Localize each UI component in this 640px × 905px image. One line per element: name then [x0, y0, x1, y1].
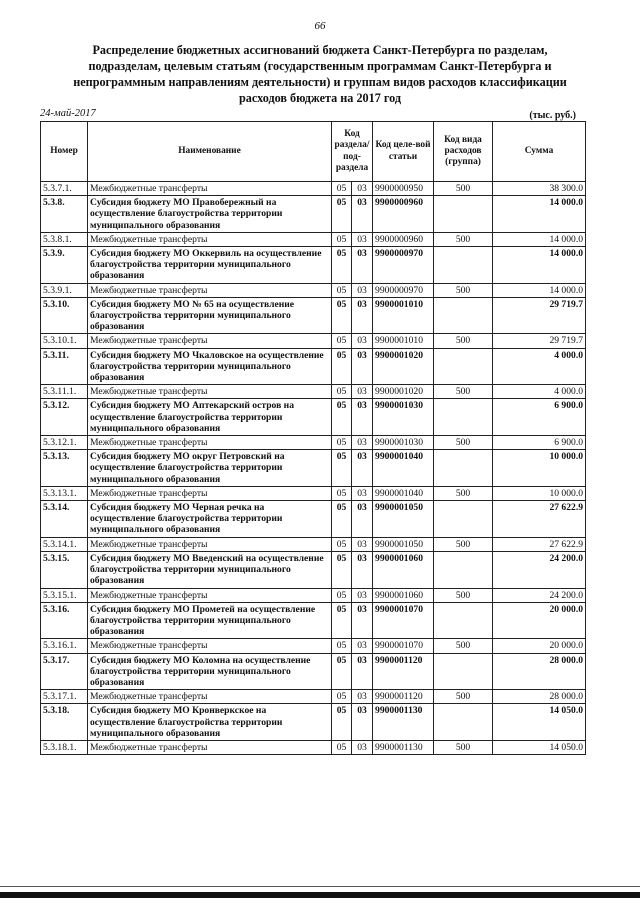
cell-sum: 29 719.7 — [493, 297, 586, 334]
cell-number: 5.3.13.1. — [41, 486, 88, 500]
title-line: Распределение бюджетных ассигнований бюджета Санкт-Петербурга по разделам, — [92, 43, 548, 57]
cell-sum: 14 050.0 — [493, 740, 586, 754]
table-row — [41, 551, 586, 588]
cell-article: 9900001120 — [373, 690, 434, 704]
cell-name: Субсидия бюджету МО Прометей на осуществление благоустройства территории муниципального образования — [88, 602, 332, 639]
page-number: 66 — [314, 20, 326, 32]
cell-name: Субсидия бюджету МО № 65 на осуществление благоустройства территории муниципального образования — [88, 297, 332, 334]
cell-name: Межбюджетные трансферты — [88, 690, 332, 704]
footer-bar — [0, 892, 640, 898]
cell-section: 05 — [332, 348, 352, 385]
cell-group: 500 — [434, 690, 493, 704]
table-row — [41, 232, 586, 246]
cell-number: 5.3.12. — [41, 399, 88, 436]
cell-article: 9900001040 — [373, 486, 434, 500]
table-row — [41, 385, 586, 399]
cell-number: 5.3.18.1. — [41, 740, 88, 754]
table-row — [41, 486, 586, 500]
cell-subsection: 03 — [352, 551, 373, 588]
table-row — [41, 247, 586, 284]
cell-group — [434, 551, 493, 588]
cell-name: Субсидия бюджету МО Аптекарский остров на осуществление благоустройства территории муниципального образования — [88, 399, 332, 436]
cell-group: 500 — [434, 740, 493, 754]
cell-sum: 14 000.0 — [493, 283, 586, 297]
cell-group — [434, 247, 493, 284]
cell-number: 5.3.12.1. — [41, 436, 88, 450]
table-row — [41, 501, 586, 538]
cell-number: 5.3.18. — [41, 704, 88, 741]
cell-article: 9900001030 — [373, 399, 434, 436]
cell-number: 5.3.11. — [41, 348, 88, 385]
cell-name: Межбюджетные трансферты — [88, 182, 332, 196]
table-row — [41, 348, 586, 385]
cell-article: 9900000970 — [373, 283, 434, 297]
cell-group: 500 — [434, 334, 493, 348]
cell-group: 500 — [434, 182, 493, 196]
table-row — [41, 182, 586, 196]
table-row — [41, 436, 586, 450]
cell-name: Субсидия бюджету МО Черная речка на осуществление благоустройства территории муниципального образования — [88, 501, 332, 538]
table-row — [41, 588, 586, 602]
cell-group: 500 — [434, 486, 493, 500]
cell-article: 9900001020 — [373, 385, 434, 399]
table-row — [41, 740, 586, 754]
cell-group — [434, 348, 493, 385]
cell-sum: 27 622.9 — [493, 537, 586, 551]
title-line: непрограммным направлениям деятельности) и группам видов расходов классификации — [73, 75, 567, 89]
footer-rule — [0, 886, 640, 887]
cell-sum: 4 000.0 — [493, 385, 586, 399]
cell-name: Межбюджетные трансферты — [88, 639, 332, 653]
cell-group: 500 — [434, 232, 493, 246]
cell-number: 5.3.14.1. — [41, 537, 88, 551]
table-row — [41, 602, 586, 639]
cell-number: 5.3.17.1. — [41, 690, 88, 704]
cell-name: Межбюджетные трансферты — [88, 486, 332, 500]
header-section-code: Код раздела/ под-раздела — [332, 122, 373, 182]
cell-sum: 14 000.0 — [493, 232, 586, 246]
cell-group — [434, 399, 493, 436]
cell-number: 5.3.8.1. — [41, 232, 88, 246]
cell-article: 9900001130 — [373, 704, 434, 741]
cell-name: Субсидия бюджету МО Оккервиль на осуществление благоустройства территории муниципального образования — [88, 247, 332, 284]
cell-group: 500 — [434, 385, 493, 399]
cell-section: 05 — [332, 182, 352, 196]
cell-section: 05 — [332, 436, 352, 450]
cell-group — [434, 196, 493, 233]
cell-article: 9900001010 — [373, 334, 434, 348]
cell-sum: 20 000.0 — [493, 639, 586, 653]
cell-group: 500 — [434, 283, 493, 297]
table-row — [41, 639, 586, 653]
cell-number: 5.3.16.1. — [41, 639, 88, 653]
cell-group — [434, 653, 493, 690]
cell-name: Субсидия бюджету МО Правобережный на осуществление благоустройства территории муниципального образования — [88, 196, 332, 233]
cell-section: 05 — [332, 704, 352, 741]
header-sum: Сумма — [493, 122, 586, 182]
cell-group: 500 — [434, 537, 493, 551]
cell-group: 500 — [434, 639, 493, 653]
header-number: Номер — [41, 122, 88, 182]
table-row — [41, 283, 586, 297]
cell-name: Субсидия бюджету МО округ Петровский на осуществление благоустройства территории муниципального образования — [88, 450, 332, 487]
cell-section: 05 — [332, 232, 352, 246]
cell-name: Субсидия бюджету МО Чкаловское на осуществление благоустройства территории муниципального образования — [88, 348, 332, 385]
cell-subsection: 03 — [352, 334, 373, 348]
cell-group — [434, 450, 493, 487]
cell-article: 9900000960 — [373, 196, 434, 233]
header-article-code: Код целе-вой статьи — [373, 122, 434, 182]
cell-subsection: 03 — [352, 182, 373, 196]
cell-group — [434, 602, 493, 639]
cell-name: Межбюджетные трансферты — [88, 436, 332, 450]
cell-section: 05 — [332, 486, 352, 500]
cell-number: 5.3.15.1. — [41, 588, 88, 602]
cell-section: 05 — [332, 196, 352, 233]
cell-subsection: 03 — [352, 690, 373, 704]
header-name: Наименование — [88, 122, 332, 182]
cell-subsection: 03 — [352, 283, 373, 297]
cell-subsection: 03 — [352, 247, 373, 284]
cell-article: 9900001060 — [373, 588, 434, 602]
cell-section: 05 — [332, 639, 352, 653]
cell-subsection: 03 — [352, 704, 373, 741]
cell-sum: 10 000.0 — [493, 486, 586, 500]
cell-name: Межбюджетные трансферты — [88, 537, 332, 551]
cell-name: Субсидия бюджету МО Кронверкское на осуществление благоустройства территории муниципального образования — [88, 704, 332, 741]
cell-group: 500 — [434, 588, 493, 602]
cell-number: 5.3.7.1. — [41, 182, 88, 196]
table-row — [41, 653, 586, 690]
cell-article: 9900001010 — [373, 297, 434, 334]
cell-subsection: 03 — [352, 196, 373, 233]
cell-name: Межбюджетные трансферты — [88, 283, 332, 297]
table-row — [41, 690, 586, 704]
cell-group — [434, 297, 493, 334]
cell-number: 5.3.11.1. — [41, 385, 88, 399]
cell-section: 05 — [332, 537, 352, 551]
cell-subsection: 03 — [352, 385, 373, 399]
table-row — [41, 297, 586, 334]
units-label: (тыс. руб.) — [529, 110, 576, 121]
cell-sum: 14 000.0 — [493, 196, 586, 233]
cell-article: 9900000950 — [373, 182, 434, 196]
table-row — [41, 537, 586, 551]
cell-article: 9900000970 — [373, 247, 434, 284]
cell-subsection: 03 — [352, 501, 373, 538]
cell-subsection: 03 — [352, 639, 373, 653]
cell-name: Межбюджетные трансферты — [88, 740, 332, 754]
cell-article: 9900000960 — [373, 232, 434, 246]
table-row — [41, 334, 586, 348]
cell-number: 5.3.16. — [41, 602, 88, 639]
document-title — [58, 42, 582, 106]
cell-article: 9900001050 — [373, 537, 434, 551]
cell-section: 05 — [332, 551, 352, 588]
cell-subsection: 03 — [352, 740, 373, 754]
cell-sum: 29 719.7 — [493, 334, 586, 348]
cell-section: 05 — [332, 690, 352, 704]
cell-name: Межбюджетные трансферты — [88, 385, 332, 399]
cell-subsection: 03 — [352, 537, 373, 551]
cell-sum: 14 050.0 — [493, 704, 586, 741]
cell-section: 05 — [332, 385, 352, 399]
cell-section: 05 — [332, 283, 352, 297]
cell-subsection: 03 — [352, 653, 373, 690]
cell-article: 9900001040 — [373, 450, 434, 487]
cell-name: Субсидия бюджету МО Введенский на осуществление благоустройства территории муниципального образования — [88, 551, 332, 588]
cell-sum: 24 200.0 — [493, 588, 586, 602]
table-row — [41, 196, 586, 233]
cell-group: 500 — [434, 436, 493, 450]
header-group-code: Код вида расходов (группа) — [434, 122, 493, 182]
cell-section: 05 — [332, 740, 352, 754]
cell-number: 5.3.9.1. — [41, 283, 88, 297]
cell-number: 5.3.10.1. — [41, 334, 88, 348]
table-body — [41, 182, 586, 755]
cell-subsection: 03 — [352, 602, 373, 639]
cell-name: Межбюджетные трансферты — [88, 334, 332, 348]
cell-sum: 4 000.0 — [493, 348, 586, 385]
cell-number: 5.3.13. — [41, 450, 88, 487]
cell-article: 9900001020 — [373, 348, 434, 385]
cell-article: 9900001070 — [373, 639, 434, 653]
cell-subsection: 03 — [352, 297, 373, 334]
cell-section: 05 — [332, 334, 352, 348]
cell-subsection: 03 — [352, 450, 373, 487]
cell-sum: 20 000.0 — [493, 602, 586, 639]
cell-sum: 6 900.0 — [493, 436, 586, 450]
cell-subsection: 03 — [352, 588, 373, 602]
cell-sum: 38 300.0 — [493, 182, 586, 196]
cell-number: 5.3.15. — [41, 551, 88, 588]
cell-number: 5.3.9. — [41, 247, 88, 284]
cell-section: 05 — [332, 501, 352, 538]
cell-subsection: 03 — [352, 399, 373, 436]
title-line: расходов бюджета на 2017 год — [238, 91, 402, 105]
cell-sum: 24 200.0 — [493, 551, 586, 588]
cell-section: 05 — [332, 297, 352, 334]
title-line: подразделам, целевым статьям (государственным программам Санкт-Петербурга и — [88, 59, 552, 73]
cell-sum: 14 000.0 — [493, 247, 586, 284]
cell-sum: 28 000.0 — [493, 653, 586, 690]
budget-table — [40, 121, 586, 755]
cell-number: 5.3.8. — [41, 196, 88, 233]
table-row — [41, 450, 586, 487]
cell-article: 9900001030 — [373, 436, 434, 450]
table-row — [41, 704, 586, 741]
cell-sum: 10 000.0 — [493, 450, 586, 487]
cell-number: 5.3.10. — [41, 297, 88, 334]
cell-section: 05 — [332, 602, 352, 639]
cell-subsection: 03 — [352, 436, 373, 450]
cell-sum: 6 900.0 — [493, 399, 586, 436]
cell-subsection: 03 — [352, 348, 373, 385]
cell-name: Субсидия бюджету МО Коломна на осуществление благоустройства территории муниципального образования — [88, 653, 332, 690]
cell-sum: 27 622.9 — [493, 501, 586, 538]
cell-section: 05 — [332, 247, 352, 284]
cell-section: 05 — [332, 588, 352, 602]
cell-group — [434, 704, 493, 741]
cell-subsection: 03 — [352, 486, 373, 500]
cell-subsection: 03 — [352, 232, 373, 246]
cell-article: 9900001130 — [373, 740, 434, 754]
cell-article: 9900001120 — [373, 653, 434, 690]
cell-sum: 28 000.0 — [493, 690, 586, 704]
cell-article: 9900001070 — [373, 602, 434, 639]
cell-name: Межбюджетные трансферты — [88, 232, 332, 246]
cell-group — [434, 501, 493, 538]
cell-name: Межбюджетные трансферты — [88, 588, 332, 602]
cell-number: 5.3.14. — [41, 501, 88, 538]
cell-section: 05 — [332, 653, 352, 690]
document-date: 24-май-2017 — [40, 108, 96, 119]
table-row — [41, 399, 586, 436]
cell-number: 5.3.17. — [41, 653, 88, 690]
cell-section: 05 — [332, 450, 352, 487]
cell-article: 9900001050 — [373, 501, 434, 538]
cell-section: 05 — [332, 399, 352, 436]
cell-article: 9900001060 — [373, 551, 434, 588]
